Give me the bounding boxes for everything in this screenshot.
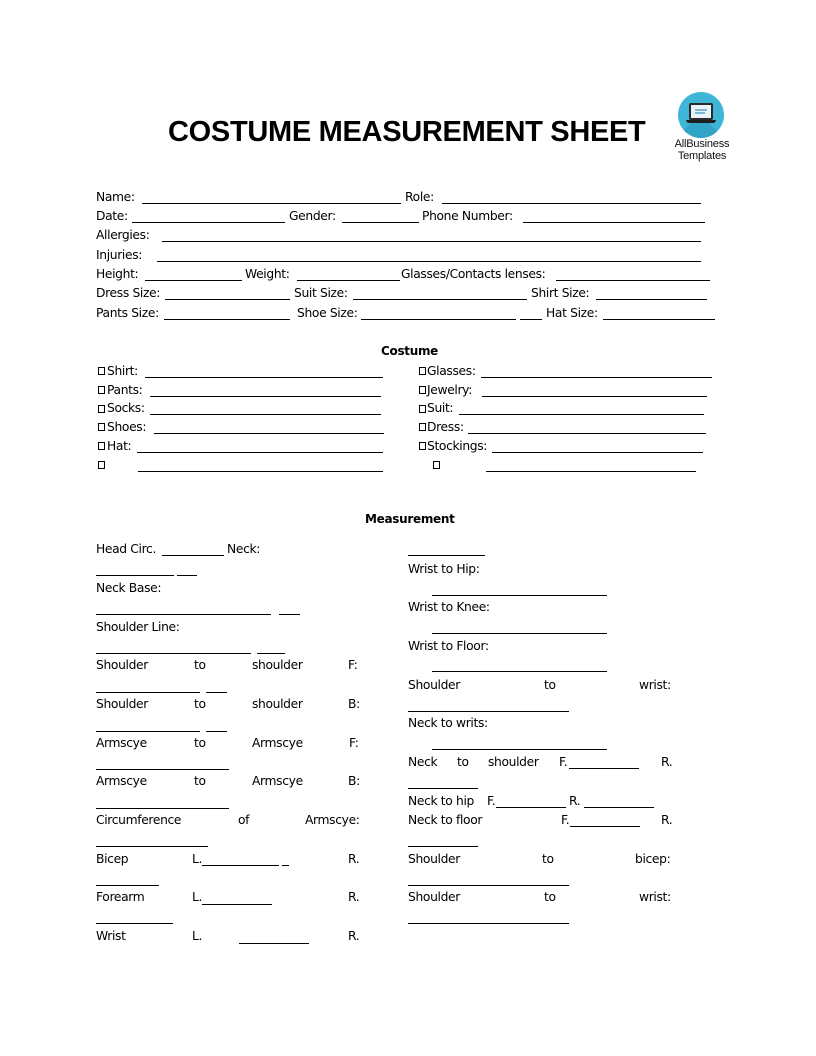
neck-extra-field[interactable] — [177, 575, 197, 576]
brand-line-2: Templates — [677, 150, 727, 162]
s2s-b-label-3: shoulder — [252, 697, 303, 711]
neck-hip-f-label: F. — [487, 794, 496, 808]
neck-base-extra-field[interactable] — [279, 614, 300, 615]
forearm-r-label: R. — [348, 890, 360, 904]
s2s-b-label-2: to — [194, 697, 206, 711]
a2a-b-label-4: B: — [348, 774, 360, 788]
a2a-f-label-2: to — [194, 736, 206, 750]
circ-label-3: Armscye: — [305, 813, 360, 827]
neck-wrist-label: Neck to writs: — [408, 716, 488, 730]
s2s-b-label-1: Shoulder — [96, 697, 148, 711]
forearm-r-field[interactable] — [96, 923, 173, 924]
bicep-r-label: R. — [348, 852, 360, 866]
neck-shoulder-f-field[interactable] — [569, 768, 639, 769]
suit-checkbox[interactable] — [419, 405, 426, 413]
neck-base-label: Neck Base: — [96, 581, 162, 595]
wrist-r-field[interactable] — [408, 555, 485, 556]
glasses-checkbox[interactable] — [419, 367, 426, 375]
forearm-label: Forearm — [96, 890, 145, 904]
neck-label: Neck: — [227, 542, 261, 556]
socks-field[interactable] — [150, 414, 381, 415]
laptop-icon — [678, 92, 724, 138]
other-left-field[interactable] — [138, 471, 383, 472]
shoulder-wrist2-label-3: wrist: — [639, 890, 671, 904]
jewelry-field[interactable] — [482, 396, 707, 397]
shoes-label: Shoes: — [107, 420, 147, 434]
circ-label-2: of — [238, 813, 250, 827]
shoe-size-label: Shoe Size: — [297, 306, 358, 320]
pants-label: Pants: — [107, 383, 143, 397]
shoulder-bicep-label-2: to — [542, 852, 554, 866]
neck-floor-r-field[interactable] — [408, 846, 478, 847]
glasses-label: Glasses/Contacts lenses: — [401, 267, 546, 281]
injuries-field[interactable] — [157, 261, 701, 262]
shoes-field[interactable] — [154, 433, 384, 434]
glasses-item-label: Glasses: — [427, 364, 476, 378]
socks-checkbox[interactable] — [98, 405, 105, 413]
shoe-size-field[interactable] — [361, 319, 516, 320]
jewelry-checkbox[interactable] — [419, 386, 426, 394]
wrist-hip-field[interactable] — [432, 595, 607, 596]
suit-size-label: Suit Size: — [294, 286, 348, 300]
height-label: Height: — [96, 267, 139, 281]
date-field[interactable] — [132, 222, 285, 223]
stockings-field[interactable] — [492, 452, 703, 453]
role-field[interactable] — [442, 203, 701, 204]
pants-checkbox[interactable] — [98, 386, 105, 394]
name-label: Name: — [96, 190, 135, 204]
injuries-label: Injuries: — [96, 248, 143, 262]
neck-wrist-field[interactable] — [432, 749, 607, 750]
a2a-f-label-1: Armscye — [96, 736, 147, 750]
shirt-size-label: Shirt Size: — [531, 286, 590, 300]
shirt-label: Shirt: — [107, 364, 138, 378]
hat-checkbox[interactable] — [98, 442, 105, 450]
shirt-field[interactable] — [145, 377, 383, 378]
neck-shoulder-label-1: Neck — [408, 755, 438, 769]
glasses-item-field[interactable] — [481, 377, 712, 378]
pants-size-field[interactable] — [164, 319, 290, 320]
shoulder-wrist2-label-2: to — [544, 890, 556, 904]
shoulder-wrist-label-2: to — [544, 678, 556, 692]
neck-field[interactable] — [96, 575, 174, 576]
other-right-field[interactable] — [486, 471, 696, 472]
shoulder-bicep-label-1: Shoulder — [408, 852, 460, 866]
pants-field[interactable] — [150, 396, 381, 397]
wrist-l-label: L. — [192, 929, 203, 943]
wrist-knee-field[interactable] — [432, 633, 607, 634]
measurement-heading: Measurement — [365, 512, 455, 526]
shirt-checkbox[interactable] — [98, 367, 105, 375]
dress-size-label: Dress Size: — [96, 286, 161, 300]
neck-floor-label: Neck to floor — [408, 813, 483, 827]
neck-shoulder-label-3: shoulder — [488, 755, 539, 769]
shoe-size-extra-field[interactable] — [520, 319, 542, 320]
neck-shoulder-r-label: R. — [661, 755, 673, 769]
bicep-r-field[interactable] — [96, 885, 159, 886]
height-field[interactable] — [145, 280, 242, 281]
head-circ-label: Head Circ. — [96, 542, 157, 556]
suit-field[interactable] — [459, 414, 704, 415]
dress-size-field[interactable] — [165, 299, 290, 300]
circ-label-1: Circumference — [96, 813, 182, 827]
brand-logo-text — [664, 138, 740, 162]
circ-field[interactable] — [96, 846, 208, 847]
pants-size-label: Pants Size: — [96, 306, 159, 320]
s2s-f-label-2: to — [194, 658, 206, 672]
wrist-floor-label: Wrist to Floor: — [408, 639, 489, 653]
s2s-b-extra-field[interactable] — [206, 731, 227, 732]
wrist-label: Wrist — [96, 929, 126, 943]
allergies-label: Allergies: — [96, 228, 150, 242]
head-circ-field[interactable] — [162, 555, 224, 556]
other-left-checkbox[interactable] — [98, 461, 105, 469]
s2s-f-label-1: Shoulder — [96, 658, 148, 672]
date-label: Date: — [96, 209, 128, 223]
hat-size-label: Hat Size: — [546, 306, 598, 320]
suit-label: Suit: — [427, 401, 454, 415]
page-title: COSTUME MEASUREMENT SHEET — [168, 116, 646, 148]
suit-size-field[interactable] — [353, 299, 527, 300]
dress-field[interactable] — [468, 433, 706, 434]
phone-label: Phone Number: — [422, 209, 513, 223]
wrist-r-label: R. — [348, 929, 360, 943]
weight-label: Weight: — [245, 267, 290, 281]
bicep-l-label: L. — [192, 852, 203, 866]
neck-hip-f-field[interactable] — [496, 807, 566, 808]
neck-floor-f-field[interactable] — [570, 826, 640, 827]
bicep-l-field[interactable] — [202, 865, 279, 866]
socks-label: Socks: — [107, 401, 145, 415]
allergies-field[interactable] — [162, 241, 701, 242]
phone-field[interactable] — [523, 222, 705, 223]
neck-shoulder-f-label: F. — [559, 755, 568, 769]
shoulder-wrist2-label-1: Shoulder — [408, 890, 460, 904]
s2s-b-label-4: B: — [348, 697, 360, 711]
shoulder-wrist-field[interactable] — [408, 711, 569, 712]
a2a-b-field[interactable] — [96, 808, 229, 809]
wrist-hip-label: Wrist to Hip: — [408, 562, 480, 576]
hat-size-field[interactable] — [603, 319, 715, 320]
role-label: Role: — [405, 190, 434, 204]
neck-hip-label: Neck to hip — [408, 794, 474, 808]
stockings-checkbox[interactable] — [419, 442, 426, 450]
s2s-f-label-4: F: — [348, 658, 358, 672]
jewelry-label: Jewelry: — [427, 383, 473, 397]
gender-field[interactable] — [342, 222, 419, 223]
shoulder-wrist-label-3: wrist: — [639, 678, 671, 692]
shoulder-line-extra-field[interactable] — [257, 653, 285, 654]
other-right-checkbox[interactable] — [433, 461, 440, 469]
a2a-b-label-2: to — [194, 774, 206, 788]
wrist-floor-field[interactable] — [432, 671, 607, 672]
name-field[interactable] — [142, 203, 401, 204]
shoes-checkbox[interactable] — [98, 423, 105, 431]
weight-field[interactable] — [297, 280, 400, 281]
wrist-knee-label: Wrist to Knee: — [408, 600, 490, 614]
neck-floor-f-label: F. — [561, 813, 570, 827]
s2s-f-extra-field[interactable] — [206, 692, 227, 693]
shoulder-bicep-label-3: bicep: — [635, 852, 671, 866]
a2a-f-label-4: F: — [349, 736, 359, 750]
neck-hip-r-field[interactable] — [584, 807, 654, 808]
a2a-f-field[interactable] — [96, 769, 229, 770]
shoulder-wrist2-field[interactable] — [408, 923, 569, 924]
forearm-l-field[interactable] — [202, 904, 272, 905]
neck-hip-r-label: R. — [569, 794, 581, 808]
gender-label: Gender: — [289, 209, 336, 223]
a2a-b-label-1: Armscye — [96, 774, 147, 788]
hat-field[interactable] — [137, 452, 383, 453]
shoulder-bicep-field[interactable] — [408, 885, 569, 886]
neck-floor-r-label: R. — [661, 813, 673, 827]
dress-label: Dress: — [427, 420, 464, 434]
s2s-f-label-3: shoulder — [252, 658, 303, 672]
shoulder-line-label: Shoulder Line: — [96, 620, 180, 634]
neck-base-field[interactable] — [96, 614, 271, 615]
shoulder-line-field[interactable] — [96, 653, 251, 654]
a2a-f-label-3: Armscye — [252, 736, 303, 750]
neck-shoulder-label-2: to — [457, 755, 469, 769]
stockings-label: Stockings: — [427, 439, 488, 453]
brand-line-1: AllBusiness — [674, 138, 730, 150]
a2a-b-label-3: Armscye — [252, 774, 303, 788]
costume-heading: Costume — [381, 344, 439, 358]
shirt-size-field[interactable] — [596, 299, 707, 300]
s2s-b-field[interactable] — [96, 731, 200, 732]
shoulder-wrist-label-1: Shoulder — [408, 678, 460, 692]
neck-shoulder-r-field[interactable] — [408, 788, 478, 789]
s2s-f-field[interactable] — [96, 692, 200, 693]
bicep-l-extra-field[interactable] — [282, 865, 289, 866]
dress-checkbox[interactable] — [419, 423, 426, 431]
forearm-l-label: L. — [192, 890, 203, 904]
hat-label: Hat: — [107, 439, 132, 453]
glasses-field[interactable] — [556, 280, 710, 281]
wrist-l-field[interactable] — [239, 943, 309, 944]
bicep-label: Bicep — [96, 852, 129, 866]
